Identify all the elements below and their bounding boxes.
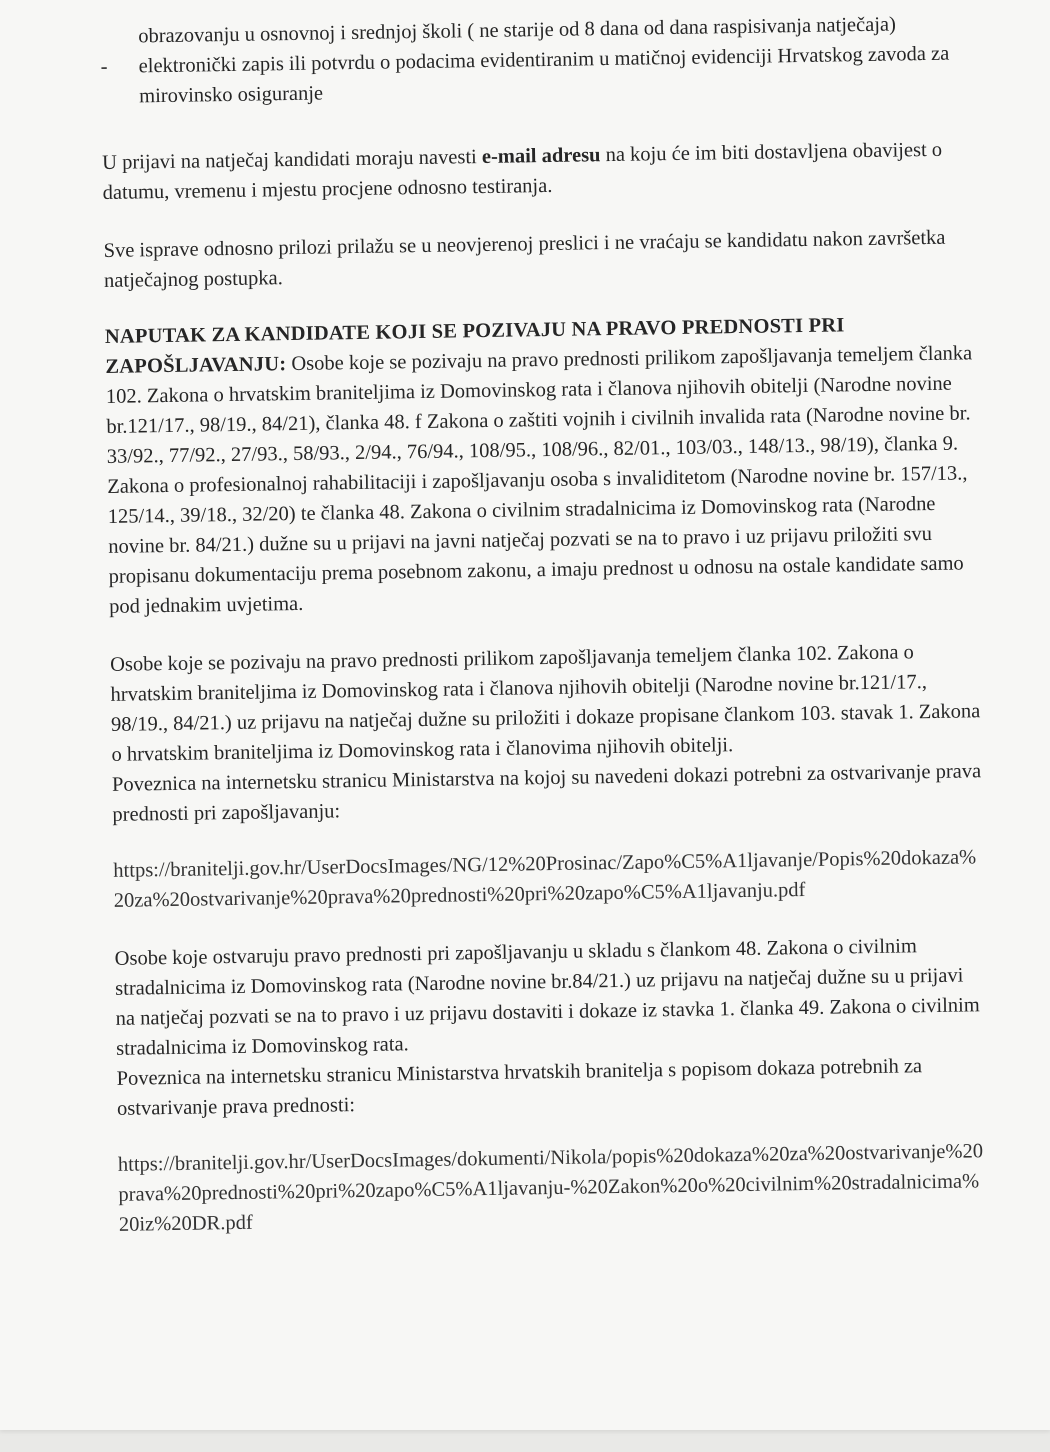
list-item-pension-record bbox=[100, 38, 971, 112]
documents-paragraph: Sve isprave odnosno prilozi prilažu se u neovjerenoj preslici i ne vraćaju se kandidatu nakon završetka natječajnog postupka. bbox=[103, 226, 946, 292]
civil-victims-paragraph: Osobe koje ostvaruju pravo prednosti pri zapošljavanju u skladu s člankom 48. Zakona o civilnim stradalnicima iz Domovinskog rata (Narodne novine br.84/21.) uz prijavu na natječaj dužne su u prijavi na natječaj pozvati se na to pravo i uz prijavu dostaviti i dokaze iz stavka 1. članka 49. Zakona o civilnim stradalnicima iz Domovinskog rata. bbox=[114, 935, 980, 1060]
veterans-paragraph: Osobe koje se pozivaju na pravo prednosti prilikom zapošljavanja temeljem članka 102. Zakona o hrvatskim braniteljima iz Domovinskog rata i članova njihovih obitelji (Narodne novine br.121/17., 98/19., 84/21.) uz prijavu na natječaj dužne su priložiti i dokaze propisane člankom 103. stavak 1. Zakona o hrvatskim braniteljima iz Domovinskog rata i članovima njihovih obitelji. bbox=[109, 641, 981, 766]
instruction-paragraph bbox=[105, 308, 980, 622]
list-bullet: - bbox=[100, 55, 108, 78]
list-item-text: obrazovanju u osnovnoj i srednjoj školi ( ne starije od 8 dana od dana raspisivanja natječaja) bbox=[138, 13, 897, 48]
veterans-url-link[interactable]: https://branitelji.gov.hr/UserDocsImages/NG/12%20Prosinac/Zapo%C5%A1ljavanje/Popis%20dokaza%20za%20ostvarivanje%20prava%20prednosti%20pri%20zapo%C5%A1ljavanju.pdf bbox=[113, 846, 977, 912]
list-item-text: elektronički zapis ili potvrdu o podacima evidentiranim u matičnoj evidenciji Hrvatskog zavoda za mirovinsko osiguranje bbox=[138, 42, 950, 108]
civil-link-intro: Poveznica na internetsku stranicu Ministarstva hrvatskih branitelja s popisom dokaza potrebnih za ostvarivanje prava prednosti: bbox=[116, 1055, 923, 1120]
veterans-link-intro: Poveznica na internetsku stranicu Ministarstva na kojoj su navedeni dokazi potrebni za ostvarivanje prava prednosti pri zapošljavanju: bbox=[111, 760, 982, 826]
document-body bbox=[100, 8, 989, 1240]
civil-url-link[interactable]: https://branitelji.gov.hr/UserDocsImages/dokumenti/Nikola/popis%20dokaza%20za%20ostvarivanje%20prava%20prednosti%20pri%20zapo%C5%A1ljavanju-%20Zakon%20o%20civilnim%20stradalnicima%20iz%20DR.pdf bbox=[117, 1140, 984, 1236]
email-paragraph: U prijavi na natječaj kandidati moraju navesti e-mail adresu na koju će im biti dostavljena obavijest o datumu, vremenu i mjestu procjene odnosno testiranja. bbox=[102, 138, 943, 204]
instruction-text: Osobe koje se pozivaju na pravo prednosti prilikom zapošljavanja temeljem članka 102. Zakona o hrvatskim braniteljima iz Domovinskog rata i članova njihovih obitelji (Narodne novine br.121/17., 98/19., 84/21), članka 48. f Zakona o zaštiti vojnih i civilnih invalida rata (Narodne novine br. 33/92., 77/92., 27/93., 58/93., 2/94., 76/94., 108/95., 108/96., 82/01., 103/03., 148/13., 98/19), članka 9. Zakona o profesionalnoj rahabilitaciji i zapošljavanju osoba s invaliditetom (Narodne novine br. 157/13., 125/14., 39/18., 32/20) te članka 48. Zakona o civilnim stradalnicima iz Domovinskog rata (Narodne novine br. 84/21.) dužne su u prijavi na javni natječaj pozvati se na to pravo i uz prijavu priložiti svu propisanu dokumentaciju prema posebnom zakonu, a imaju prednost u odnosu na ostale kandidate samo pod jednakim uvjetima. bbox=[105, 342, 973, 618]
instruction-heading: NAPUTAK ZA KANDIDATE KOJI SE POZIVAJU NA PRAVO PREDNOSTI PRI ZAPOŠLJAVANJU: bbox=[104, 314, 845, 378]
email-emphasis: e-mail adresu bbox=[481, 144, 601, 169]
